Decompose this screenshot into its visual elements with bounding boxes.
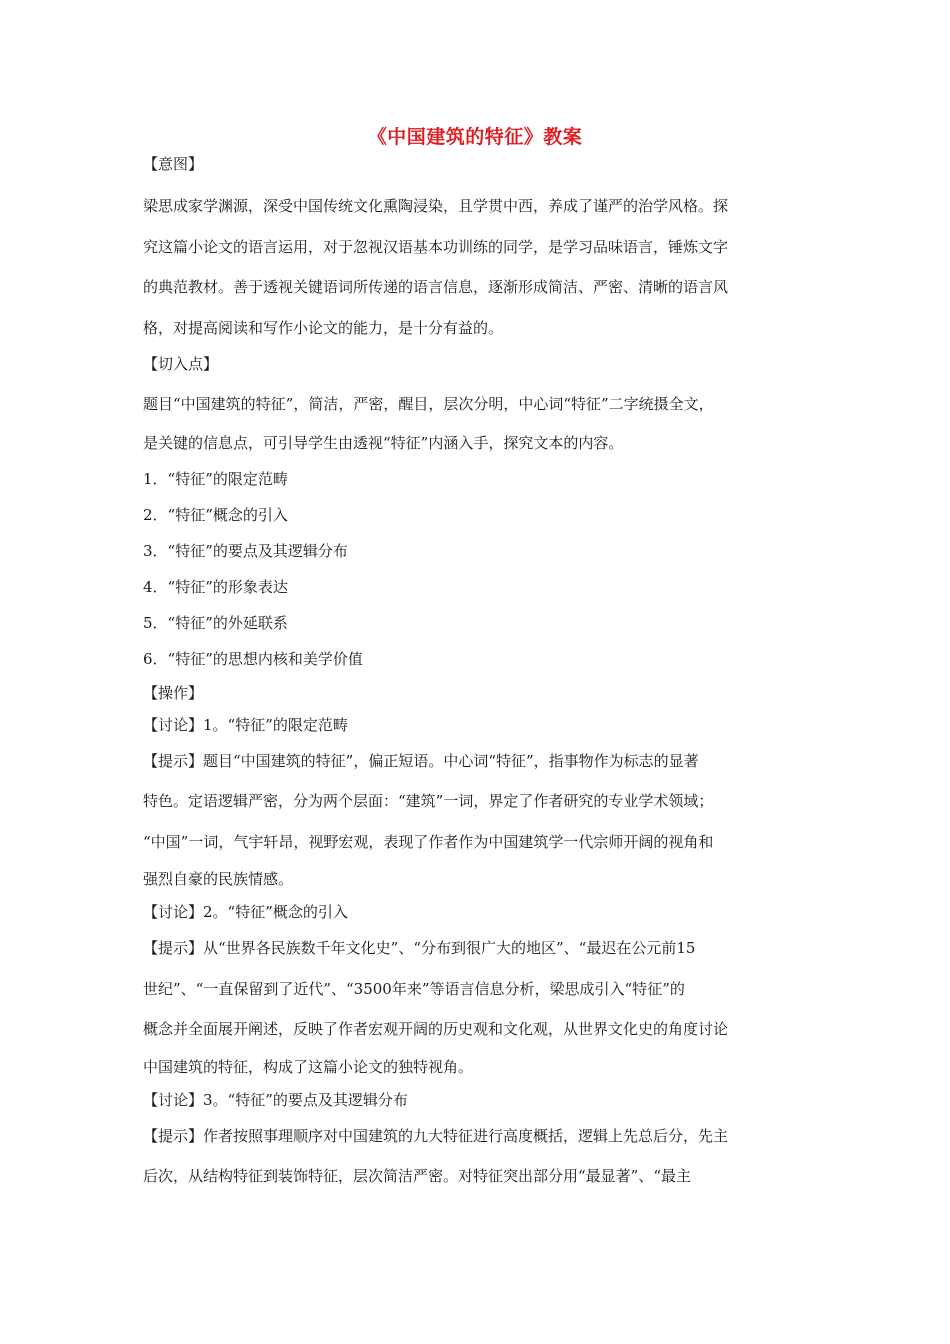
hint-line: 世纪”、“一直保留到了近代”、“3500年来”等语言信息分析，梁思成引入“特征”的 (143, 979, 685, 998)
paragraph-line: 究这篇小论文的语言运用，对于忽视汉语基本功训练的同学，是学习品味语言，锤炼文字 (143, 237, 729, 256)
hint-line: 【提示】从“世界各民族数千年文化史”、“分布到很广大的地区”、“最迟在公元前15 (143, 939, 696, 957)
feature-list (143, 461, 808, 677)
list-item: 4．“特征”的形象表达 (143, 577, 288, 596)
discussion-block (143, 896, 808, 1084)
section-heading-entry: 【切入点】 (143, 355, 219, 373)
section-heading-intent: 【意图】 (143, 155, 204, 173)
entry-paragraph (143, 384, 808, 461)
hint-line: 特色。定语逻辑严密，分为两个层面：“建筑”一词，界定了作者研究的专业学术领域； (143, 792, 714, 810)
list-item: 5．“特征”的外延联系 (143, 613, 288, 632)
hint-line: 中国建筑的特征，构成了这篇小论文的独特视角。 (143, 1057, 474, 1076)
discussion-heading: 【讨论】3。“特征”的要点及其逻辑分布 (143, 1090, 408, 1109)
hint-line: 【提示】作者按照事理顺序对中国建筑的九大特征进行高度概括，逻辑上先总后分，先主 (143, 1126, 729, 1145)
hint-line: 强烈自豪的民族情感。 (143, 870, 294, 888)
list-item: 6．“特征”的思想内核和美学价值 (143, 649, 363, 668)
paragraph-line: 的典范教材。善于透视关键语词所传递的语言信息，逐渐形成简洁、严密、清晰的语言风 (143, 278, 729, 296)
document-body (143, 150, 808, 1197)
hint-line: 后次，从结构特征到装饰特征，层次简洁严密。对特征突出部分用“最显著”、“最主 (143, 1167, 692, 1185)
paragraph-line: 是关键的信息点，可引导学生由透视“特征”内涵入手，探究文本的内容。 (143, 433, 624, 452)
document-title: 《中国建筑的特征》教案 (367, 126, 583, 148)
paragraph-line: 题目“中国建筑的特征”，简洁，严密，醒目，层次分明，中心词“特征”二字统摄全文， (143, 395, 714, 413)
hint-line: 概念并全面展开阐述，反映了作者宏观开阔的历史观和文化观，从世界文化史的角度讨论 (143, 1020, 729, 1038)
section-heading-operation: 【操作】 (143, 683, 204, 702)
list-item: 3．“特征”的要点及其逻辑分布 (143, 541, 348, 560)
intent-paragraph (143, 186, 808, 348)
paragraph-line: 梁思成家学渊源，深受中国传统文化熏陶浸染，且学贯中西，养成了谨严的治学风格。探 (143, 197, 729, 215)
hint-line: “中国”一词，气宇轩昂，视野宏观，表现了作者作为中国建筑学一代宗师开阔的视角和 (143, 832, 714, 851)
list-item: 2．“特征”概念的引入 (143, 505, 288, 524)
discussion-heading: 【讨论】1。“特征”的限定范畴 (143, 715, 348, 734)
discussion-block (143, 709, 808, 897)
list-item: 1．“特征”的限定范畴 (143, 469, 288, 488)
paragraph-line: 格，对提高阅读和写作小论文的能力，是十分有益的。 (143, 318, 504, 337)
discussion-block (143, 1084, 808, 1197)
hint-line: 【提示】题目“中国建筑的特征”，偏正短语。中心词“特征”，指事物作为标志的显著 (143, 751, 699, 770)
discussion-heading: 【讨论】2。“特征”概念的引入 (143, 903, 348, 921)
